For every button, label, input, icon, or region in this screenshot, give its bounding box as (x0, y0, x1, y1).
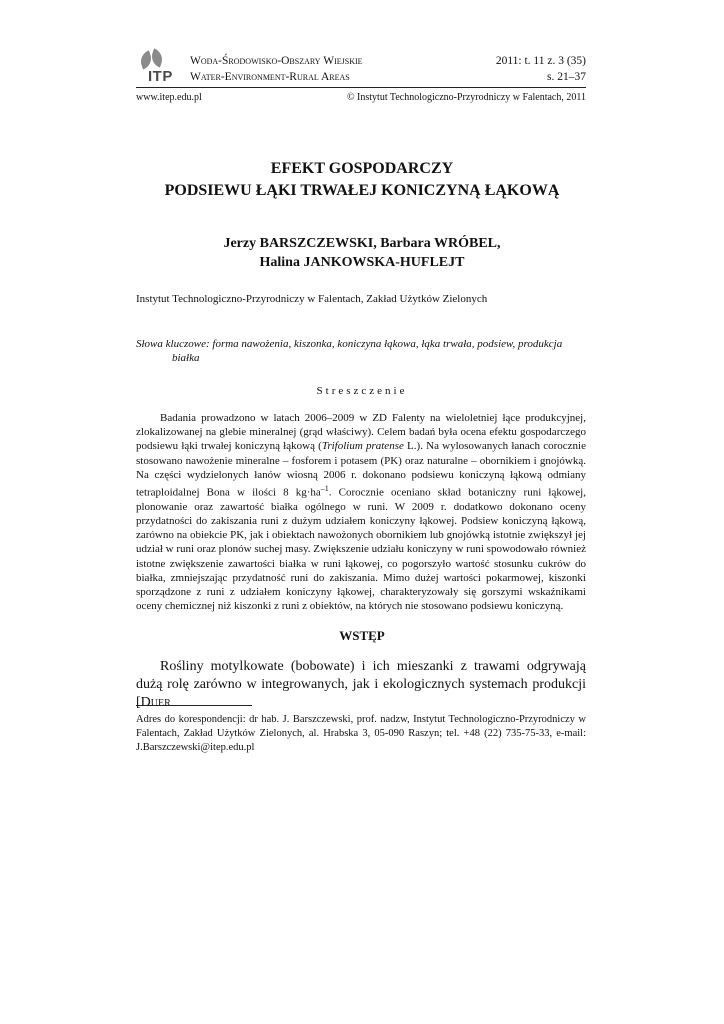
leaf-icon (149, 48, 166, 67)
section-heading: WSTĘP (339, 628, 385, 643)
species-name: Trifolium pratense (321, 440, 404, 453)
journal-name-en: Water-Environment-Rural Areas (190, 71, 350, 83)
authors-line1: Jerzy BARSZCZEWSKI, Barbara WRÓBEL, (223, 236, 501, 251)
issue-info: 2011: t. 11 z. 3 (35) (495, 55, 586, 67)
footnote-rule (136, 705, 252, 706)
affiliation: Instytut Technologiczno-Przyrodniczy w Falentach, Zakład Użytków Zielonych (136, 293, 488, 305)
paper-title-line2: PODSIEWU ŁĄKI TRWAŁEJ KONICZYNĄ ŁĄKOWĄ (164, 182, 560, 199)
citation: Duer (140, 695, 171, 710)
journal-name-pl: Woda-Środowisko-Obszary Wiejskie (190, 55, 363, 67)
footnote: Adres do korespondencji: dr hab. J. Barszczewski, prof. nadzw, Instytut Technologiczno-Przyrodniczy w Falentach, Zakład Użytków Zielonych, al. Hrabska 3, 05-090 Raszyn; tel. +48 (22) 735-75-33, e-mail: J.Barszczewski@itep.edu.pl (136, 714, 586, 753)
keywords-text: forma nawożenia, kiszonka, koniczyna łąkowa, łąka trwała, podsiew, produkcja (212, 338, 563, 350)
authors-line2: Halina JANKOWSKA-HUFLEJT (259, 255, 465, 270)
unit-superscript: –1 (320, 484, 329, 494)
abstract (136, 411, 586, 614)
website-link[interactable]: www.itep.edu.pl (136, 92, 202, 103)
copyright-notice: © Instytut Technologiczno-Przyrodniczy w Falentach, 2011 (346, 92, 586, 103)
paper-title-line1: EFEKT GOSPODARCZY (270, 160, 454, 177)
abstract-text: . Corocznie oceniano skład botaniczny runi łąkowej, plonowanie oraz zawartość białka ogólnego w runi. W 2009 r. dodatkowo dokonano oceny przydatności do zakiszania runi z dużym udziałem koniczyny łąkowej. Podsiew koniczyną łąkową, zarówno na obiekcie PK, jak i obiektach nawożonych obornikiem lub gnojówką istotnie zwiększył jej udział w runi oraz plonów suchej masy. Zwiększenie udziału koniczyny w runi spowodowało również istotne zwiększenie zawartości białka w runi łąkowej, co pogorszyło wartość stosunku cukrów do białka, zmniejszając przydatność runi do zakiszania. Mimo dużej wartości pokarmowej, kiszonki sporządzone z runi z udziałem koniczyny łąkowej, charakteryzowały się gorszymi wskaźnikami oceny chemicznej niż kiszonki z runi z obiektów, na których nie stosowano podsiewu koniczyną. (136, 486, 586, 613)
abstract-text: Badania prowadzono w latach 2006–2009 w ZD Falenty na wieloletniej łące produkcyjnej, zlokalizowanej na glebie mineralnej (grąd właściwy). Celem badań była ocena efektu gospodarczego podsiewu łąki trwałej koniczyną łąkową ( (136, 412, 586, 453)
summary-heading: Streszczenie (316, 385, 408, 397)
abstract-text: L.). Na wylosowanych łanach corocznie stosowano nawożenie mineralne – fosforem i potasem (PK) oraz naturalne – obornikiem i gnojówką. Na części wydzielonych łanów wiosną 2006 r. dokonano podsiewu koniczyną łąkową odmiany tetraploidalnej Bona w ilości 8 kg·ha (136, 440, 586, 499)
page-range: s. 21–37 (547, 71, 586, 83)
keywords (136, 337, 586, 365)
keywords-text-cont: białka (172, 352, 200, 364)
logo-text: ITP (148, 68, 173, 85)
header-rule (136, 87, 586, 88)
body-paragraph (136, 658, 586, 712)
keywords-label: Słowa kluczowe: (136, 338, 210, 350)
body-text: Rośliny motylkowate (bobowate) i ich mieszanki z trawami odgrywają dużą rolę zarówno w integrowanych, jak i ekologicznych systemach produkcji [ (136, 659, 586, 710)
